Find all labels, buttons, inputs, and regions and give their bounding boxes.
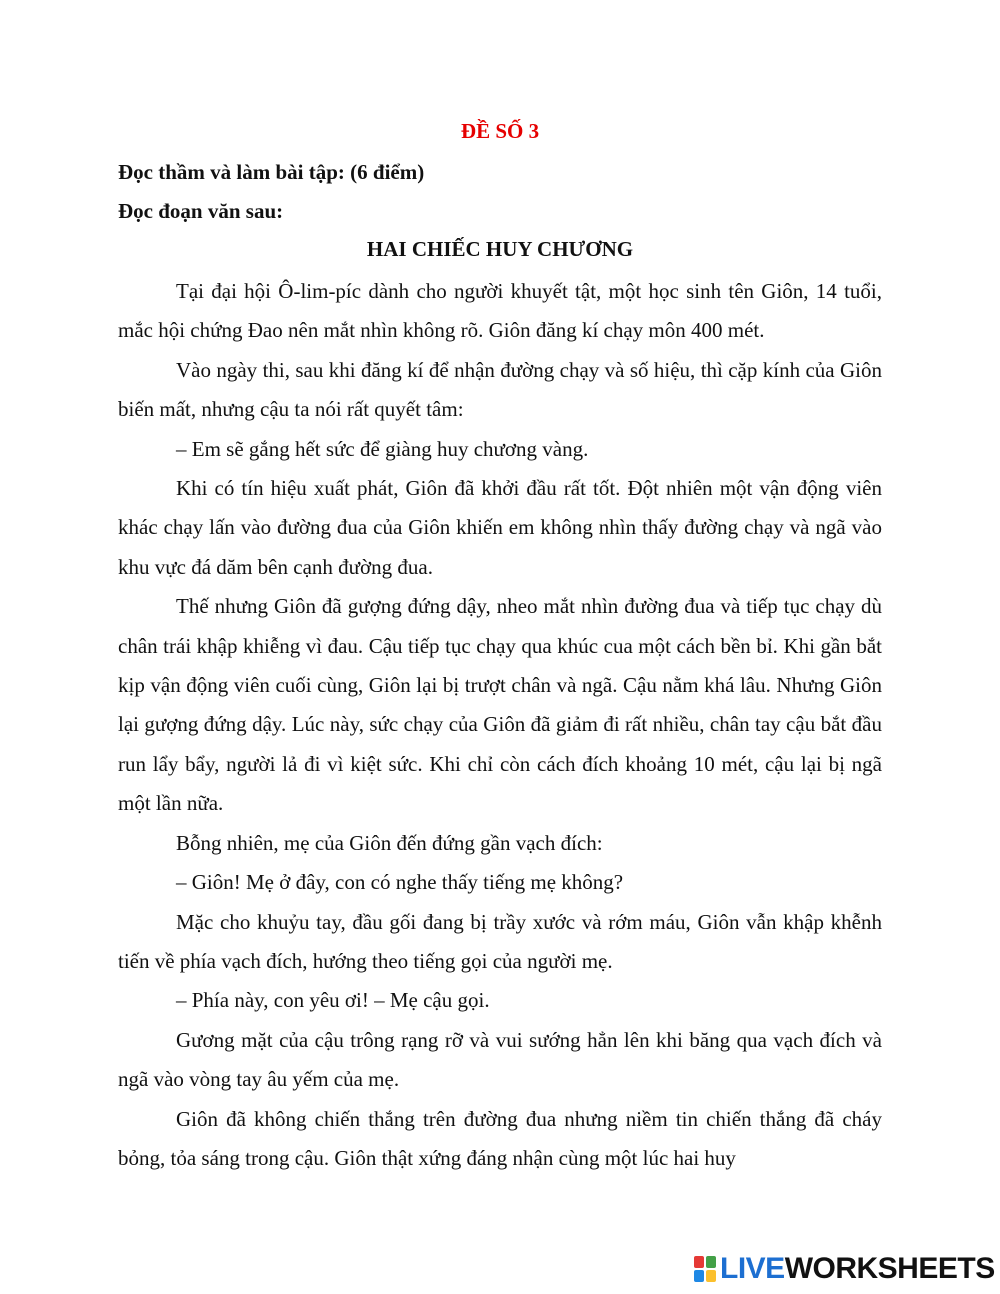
read-prompt-heading: Đọc đoạn văn sau: — [118, 199, 284, 223]
liveworksheets-logo — [694, 1252, 995, 1286]
paragraph: Thế nhưng Giôn đã gượng đứng dậy, nheo mắt nhìn đường đua và tiếp tục chạy dù chân trái khập khiễng vì đau. Cậu tiếp tục chạy qua khúc cua một cách bền bỉ. Khi gần bắt kịp vận động viên cuối cùng, Giôn lại bị trượt chân và ngã. Cậu nằm khá lâu. Nhưng Giôn lại gượng đứng dậy. Lúc này, sức chạy của Giôn đã giảm đi rất nhiều, chân tay cậu bắt đầu run lẩy bẩy, người lả đi vì kiệt sức. Khi chỉ còn cách đích khoảng 10 mét, cậu lại bị ngã một lần nữa. — [118, 594, 882, 816]
exam-title: ĐỀ SỐ 3 — [460, 119, 540, 143]
liveworksheets-logo-icon — [694, 1256, 716, 1282]
paragraph: – Em sẽ gắng hết sức để giàng huy chương vàng. — [176, 436, 589, 461]
paragraph: Bỗng nhiên, mẹ của Giôn đến đứng gần vạch đích: — [176, 830, 603, 855]
logo-suffix: WORKSHEETS — [784, 1252, 995, 1285]
paragraph: Tại đại hội Ô-lim-píc dành cho người khuyết tật, một học sinh tên Giôn, 14 tuổi, mắc hội chứng Đao nên mắt nhìn không rõ. Giôn đăng kí chạy môn 400 mét. — [118, 279, 882, 343]
story-body — [118, 272, 882, 1178]
paragraph: Gương mặt của cậu trông rạng rỡ và vui sướng hẳn lên khi băng qua vạch đích và ngã vào vòng tay âu yếm của mẹ. — [118, 1027, 882, 1092]
liveworksheets-wordmark — [720, 1252, 995, 1286]
paragraph: Giôn đã không chiến thắng trên đường đua nhưng niềm tin chiến thắng đã cháy bỏng, tỏa sáng trong cậu. Giôn thật xứng đáng nhận cùng một lúc hai huy — [118, 1106, 882, 1170]
paragraph: Mặc cho khuỷu tay, đầu gối đang bị trầy xước và rớm máu, Giôn vẫn khập khễnh tiến về phía vạch đích, hướng theo tiếng gọi của người mẹ. — [118, 909, 882, 973]
instruction-heading: Đọc thầm và làm bài tập: (6 điểm) — [118, 160, 425, 184]
logo-prefix: LIVE — [720, 1252, 785, 1285]
story-title: HAI CHIẾC HUY CHƯƠNG — [366, 237, 634, 261]
paragraph: Vào ngày thi, sau khi đăng kí để nhận đường chạy và số hiệu, thì cặp kính của Giôn biến mất, nhưng cậu ta nói rất quyết tâm: — [118, 357, 882, 422]
paragraph: – Giôn! Mẹ ở đây, con có nghe thấy tiếng mẹ không? — [176, 870, 624, 895]
paragraph: Khi có tín hiệu xuất phát, Giôn đã khởi đầu rất tốt. Đột nhiên một vận động viên khác chạy lấn vào đường đua của Giôn khiến em không nhìn thấy đường chạy và ngã vào khu vực đá dăm bên cạnh đường đua. — [118, 476, 882, 579]
paragraph: – Phía này, con yêu ơi! – Mẹ cậu gọi. — [176, 988, 490, 1013]
